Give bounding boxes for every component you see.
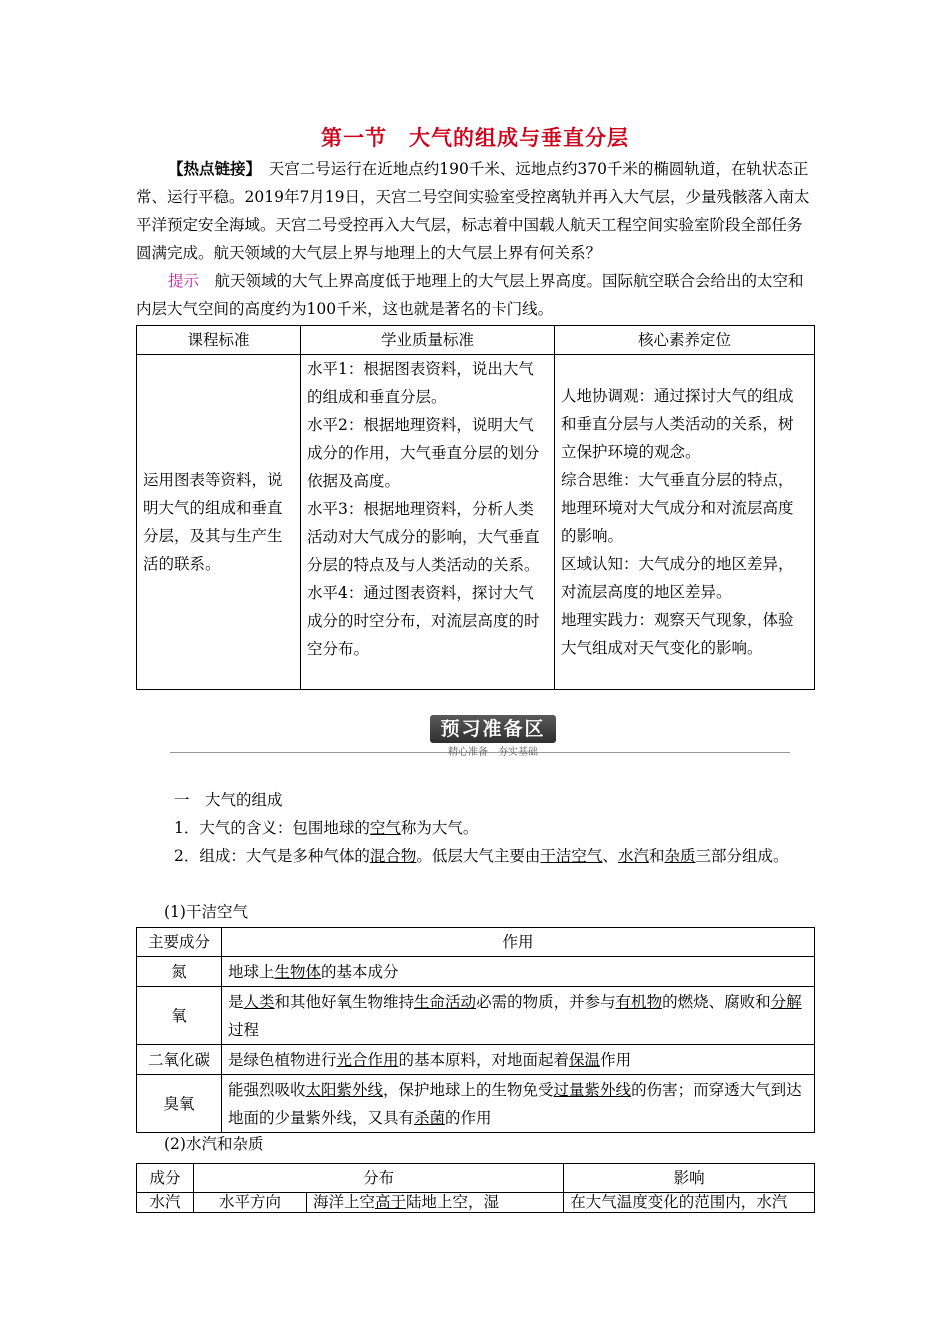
quality-level-2: 水平2：根据地理资料，说明大气成分的作用，大气垂直分层的划分依据及高度。	[307, 416, 540, 490]
answer-life-activity: 生命活动	[414, 992, 477, 1011]
banner-subtitle: 精心准备 夯实基础	[448, 747, 538, 758]
composition-text-e: 三部分组成。	[695, 847, 789, 865]
answer-human: 人类	[243, 992, 275, 1011]
answer-photosynthesis: 光合作用	[336, 1050, 399, 1069]
subheading-dry-air: (1)干洁空气	[164, 903, 248, 921]
quality-standard-cell	[301, 355, 555, 690]
text: 和其他好氧生物维持	[274, 992, 415, 1011]
header-distribution: 分布	[194, 1164, 564, 1193]
quality-level-3: 水平3：根据地理资料，分析人类活动对大气成分的影响，大气垂直分层的特点及与人类活动的关系。	[307, 500, 540, 574]
text: 的基本原料，对地面起着	[398, 1050, 570, 1069]
text: 的基本成分	[321, 962, 399, 981]
header-course: 课程标准	[137, 326, 301, 355]
answer-uv: 太阳紫外线	[305, 1080, 384, 1099]
text: 海洋上空	[313, 1193, 376, 1211]
hot-link-paragraph	[136, 155, 816, 267]
header-literacy: 核心素养定位	[555, 326, 815, 355]
vapor-distribution	[307, 1193, 564, 1213]
hot-link-tag: 【热点链接】	[168, 159, 254, 178]
text: 陆地上空，湿	[406, 1193, 500, 1211]
answer-dry-air: 干洁空气	[540, 847, 603, 865]
subheading-vapor: (2)水汽和杂质	[164, 1135, 264, 1153]
answer-mixture: 混合物	[369, 847, 417, 865]
answer-decompose: 分解	[770, 992, 802, 1011]
literacy-4: 地理实践力：观察天气现象，体验大气组成对天气变化的影响。	[561, 611, 794, 657]
function-oxygen	[222, 987, 815, 1045]
text: 的作用	[445, 1108, 492, 1127]
text: 必需的物质，并参与	[476, 992, 616, 1011]
definition-text-end: 称为大气。	[400, 819, 479, 837]
hot-link-text: 天宫二号运行在近地点约190千米、远地点约370千米的椭圆轨道，在轨状态正常、运行平稳。2019年7月19日，天宫二号空间实验室受控离轨并再入大气层，少量残骸落入南太平洋预定安全海域。天宫二号受控再入大气层，标志着中国载人航天工程空间实验室阶段全部任务圆满完成。航天领域的大气层上界与地理上的大气层上界有何关系？	[136, 160, 810, 262]
quality-level-1: 水平1：根据图表资料，说出大气的组成和垂直分层。	[307, 360, 534, 406]
course-standard-cell: 运用图表等资料，说明大气的组成和垂直分层，及其与生产生活的联系。	[137, 355, 301, 690]
literacy-1: 人地协调观：通过探讨大气的组成和垂直分层与人类活动的关系，树立保护环境的观念。	[561, 387, 794, 461]
component-oxygen: 氧	[137, 987, 222, 1045]
function-nitrogen	[222, 957, 815, 987]
header-effect: 影响	[564, 1164, 815, 1193]
hint-tag: 提示	[168, 272, 200, 290]
answer-organic: 有机物	[615, 992, 663, 1011]
answer-vapor: 水汽	[617, 847, 649, 865]
header-quality: 学业质量标准	[301, 326, 555, 355]
text: 的燃烧、腐败和	[662, 992, 771, 1011]
answer-warmth: 保温	[569, 1050, 601, 1069]
header-component: 主要成分	[137, 928, 222, 957]
text: 过程	[228, 1020, 260, 1039]
composition-text: 2．组成：大气是多种气体的	[174, 847, 370, 865]
definition-text: 1．大气的含义：包围地球的	[174, 819, 370, 837]
text: 作用	[600, 1050, 632, 1069]
text: 地球上	[228, 962, 275, 981]
composition-text-c: 、	[602, 847, 618, 865]
answer-organism: 生物体	[274, 962, 322, 981]
vapor-table	[136, 1163, 815, 1213]
quality-level-4: 水平4：通过图表资料，探讨大气成分的时空分布，对流层高度的时空分布。	[307, 584, 540, 658]
composition-text-d: 和	[648, 847, 665, 865]
definition-line	[136, 814, 816, 842]
answer-air: 空气	[369, 819, 401, 837]
literacy-3: 区域认知：大气成分的地区差异，对流层高度的地区差异。	[561, 555, 794, 601]
banner-title: 预习准备区	[430, 715, 556, 743]
component-co2: 二氧化碳	[137, 1045, 222, 1075]
dry-air-table	[136, 927, 815, 1133]
hint-text: 航天领域的大气上界高度低于地理上的大气层上界高度。国际航空联合会给出的太空和内层大气空间的高度约为100千米，这也就是著名的卡门线。	[136, 272, 804, 318]
text: 的伤害；而穿透大气到达地面的少量紫外线，又具有	[228, 1080, 802, 1127]
section-heading: 一 大气的组成	[174, 791, 283, 809]
literacy-2: 综合思维：大气垂直分层的特点，地理环境对大气成分和对流层高度的影响。	[561, 471, 794, 545]
vapor-name: 水汽	[137, 1193, 194, 1213]
component-nitrogen: 氮	[137, 957, 222, 987]
answer-sterilize: 杀菌	[414, 1108, 446, 1127]
vapor-effect: 在大气温度变化的范围内，水汽	[564, 1193, 815, 1213]
component-ozone: 臭氧	[137, 1075, 222, 1133]
composition-line	[136, 842, 816, 870]
answer-excess-uv: 过量紫外线	[553, 1080, 632, 1099]
page-title: 第一节 大气的组成与垂直分层	[321, 126, 629, 150]
literacy-cell	[555, 355, 815, 690]
header-function: 作用	[222, 928, 815, 957]
header-component-2: 成分	[137, 1164, 194, 1193]
standards-table	[136, 325, 815, 690]
composition-text-b: 。低层大气主要由	[416, 847, 541, 865]
vapor-direction: 水平方向	[194, 1193, 307, 1213]
hint-paragraph	[136, 267, 816, 323]
text: 能强烈吸收	[228, 1080, 306, 1099]
text: 是绿色植物进行	[228, 1050, 337, 1069]
answer-impurities: 杂质	[664, 847, 696, 865]
text: ，保护地球上的生物免受	[383, 1080, 554, 1099]
function-co2	[222, 1045, 815, 1075]
answer-higher: 高于	[375, 1193, 407, 1211]
text: 是	[228, 992, 244, 1011]
function-ozone	[222, 1075, 815, 1133]
